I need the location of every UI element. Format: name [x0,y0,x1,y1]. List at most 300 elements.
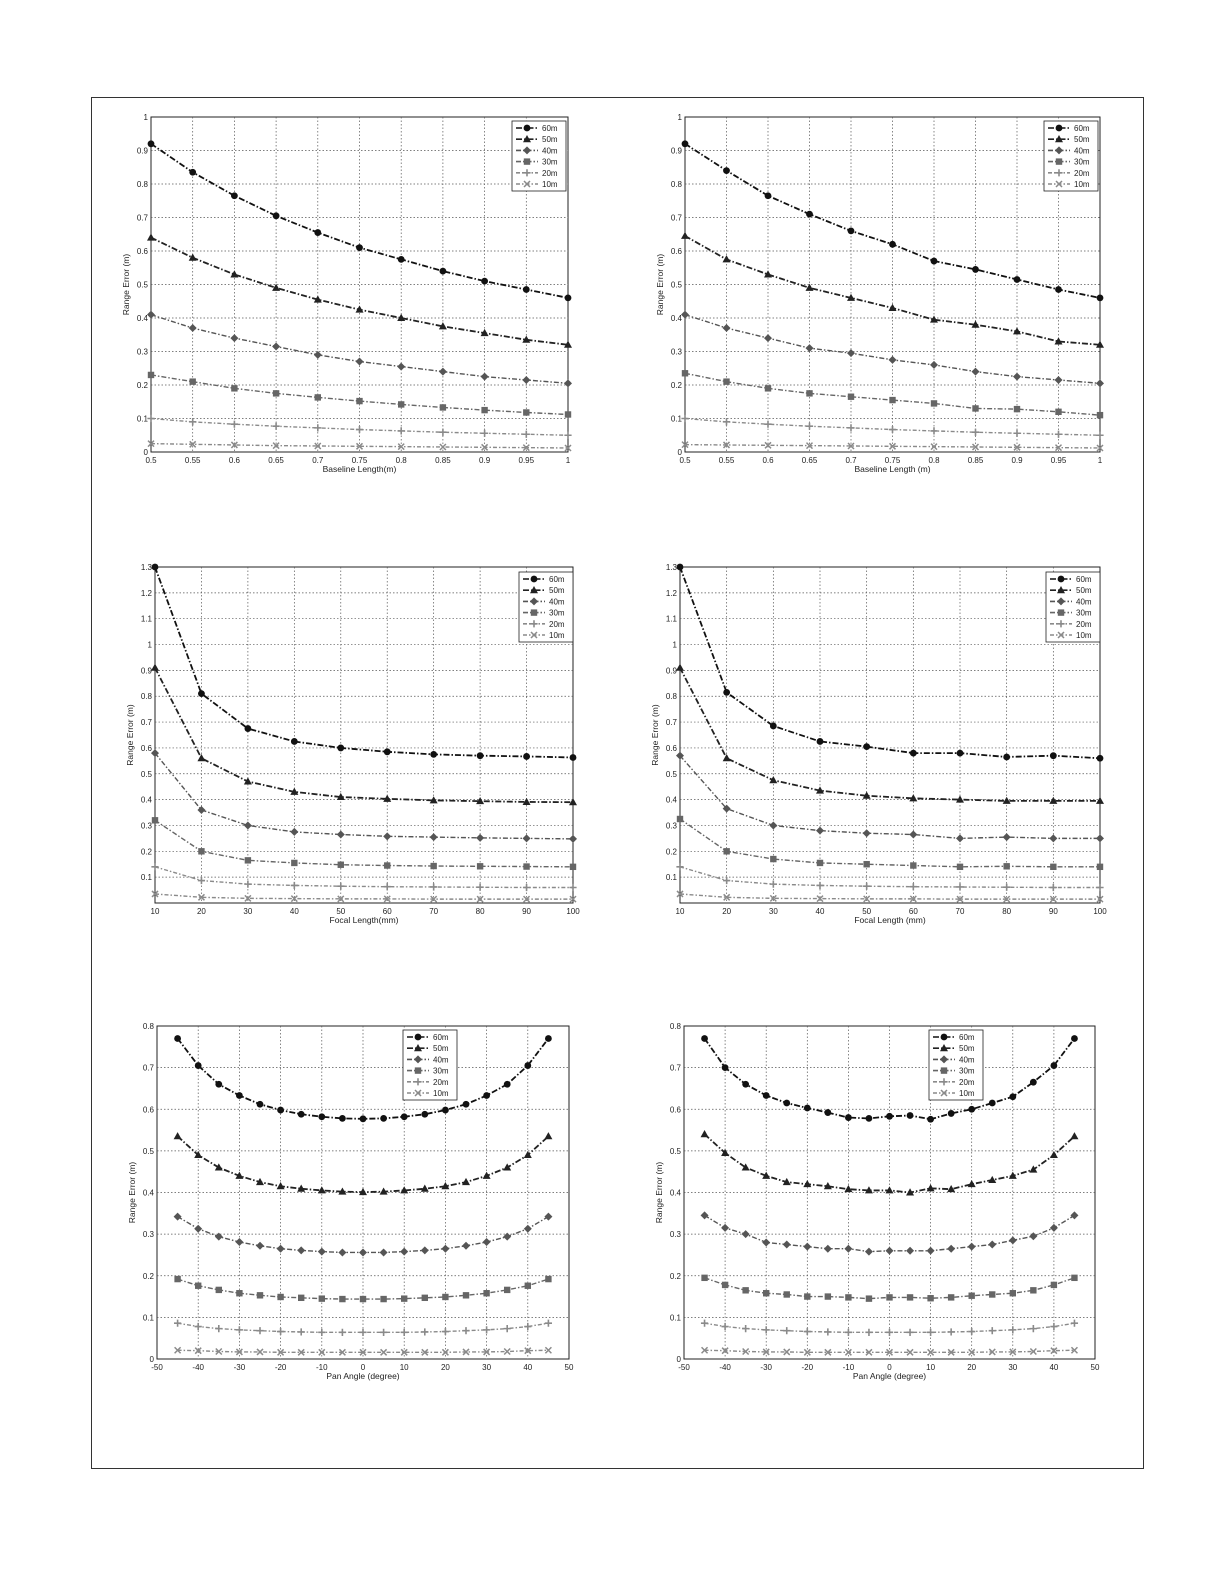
data-point-60m [174,1035,181,1042]
y-tick-label: 0.7 [670,213,682,223]
data-point-60m [927,1116,934,1123]
x-tick-label: 0 [360,1363,366,1372]
y-tick-label: 0.9 [140,666,152,676]
y-tick-label: 0.9 [665,666,677,676]
x-tick-label: 30 [1008,1363,1018,1372]
legend-marker [415,1067,421,1073]
data-point-60m [298,1111,305,1118]
data-point-30m [148,372,154,378]
x-tick-label: 0.95 [518,456,535,465]
y-tick-label: 0 [143,448,148,457]
x-axis-label: Pan Angle (degree) [326,1371,400,1381]
chart-3 [125,563,580,925]
data-point-60m [291,738,298,745]
legend-label: 60m [959,1033,975,1042]
y-tick-label: 1 [677,113,682,122]
x-tick-label: 90 [522,907,532,916]
data-point-30m [319,1295,325,1301]
legend-label: 30m [1076,608,1092,618]
data-point-60m [152,564,159,571]
data-point-30m [825,1293,831,1299]
data-point-30m [481,407,487,413]
data-point-60m [477,752,484,759]
y-tick-label: 0.8 [669,1022,681,1031]
x-tick-label: 50 [564,1363,574,1372]
data-point-30m [682,370,688,376]
x-tick-label: -20 [274,1363,287,1372]
data-point-60m [314,229,321,236]
y-tick-label: 0.6 [142,1105,154,1115]
data-point-60m [523,286,530,293]
data-point-30m [523,409,529,415]
legend-box [519,572,573,642]
y-tick-label: 0.3 [669,1230,681,1240]
y-axis-label: Range Error (m) [654,1161,664,1224]
y-axis-label: Range Error (m) [121,253,131,316]
data-point-30m [463,1292,469,1298]
x-tick-label: 100 [1093,907,1107,916]
legend-label: 60m [433,1033,449,1042]
y-tick-label: 0 [676,1355,681,1364]
y-tick-label: 0.3 [665,821,677,831]
data-point-60m [701,1035,708,1042]
x-tick-label: 90 [1048,907,1058,916]
x-tick-label: 0.7 [312,456,324,465]
data-point-60m [337,745,344,752]
data-point-30m [1010,1290,1016,1296]
x-tick-label: 30 [768,907,778,916]
data-point-30m [723,378,729,384]
legend-marker [531,576,538,583]
y-tick-label: 0.1 [669,1313,681,1323]
y-tick-label: 0.4 [670,314,682,323]
y-tick-label: 0.5 [669,1146,681,1156]
x-tick-label: 50 [1090,1363,1100,1372]
legend-label: 40m [1076,597,1092,607]
x-tick-label: 10 [675,907,685,916]
legend-box [1044,121,1098,191]
data-point-60m [972,266,979,273]
x-tick-label: 0.9 [1011,456,1023,465]
data-point-60m [742,1081,749,1088]
y-tick-label: 0.6 [140,743,152,753]
data-point-30m [1003,863,1009,869]
data-point-30m [523,863,529,869]
y-tick-label: 1.1 [140,614,152,624]
y-tick-label: 0.2 [665,847,677,857]
x-tick-label: 0.55 [718,456,735,465]
data-point-60m [1050,752,1057,759]
data-point-60m [886,1113,893,1120]
data-point-30m [677,816,683,822]
legend-box [929,1030,983,1100]
y-tick-label: 0.7 [669,1063,681,1073]
data-point-30m [291,860,297,866]
data-point-60m [1071,1035,1078,1042]
data-point-30m [245,857,251,863]
y-tick-label: 0.4 [665,795,677,805]
data-point-60m [1097,755,1104,762]
data-point-30m [886,1294,892,1300]
data-point-30m [845,1294,851,1300]
legend [512,121,566,191]
data-point-30m [1055,409,1061,415]
x-tick-label: 70 [955,907,965,916]
y-tick-label: 1.3 [665,563,677,572]
data-point-60m [440,268,447,275]
data-point-60m [215,1081,222,1088]
x-tick-label: 60 [382,907,392,916]
x-tick-label: 0.55 [184,456,201,465]
data-point-60m [523,753,530,760]
data-point-30m [817,860,823,866]
x-tick-label: -50 [678,1363,690,1372]
data-point-30m [380,1296,386,1302]
chart-4 [650,563,1107,925]
data-point-60m [1097,295,1104,302]
data-point-30m [257,1292,263,1298]
plot-area [155,567,573,903]
data-point-30m [174,1276,180,1282]
data-point-30m [763,1290,769,1296]
x-tick-label: 1 [565,456,571,465]
data-point-60m [806,211,813,218]
x-tick-label: 60 [908,907,918,916]
legend-label: 60m [549,575,565,584]
x-tick-label: -40 [719,1363,731,1372]
data-point-30m [360,1296,366,1302]
data-point-30m [190,378,196,384]
data-point-60m [931,258,938,265]
data-point-30m [525,1283,531,1289]
x-tick-label: 30 [243,907,253,916]
data-point-30m [152,817,158,823]
x-tick-label: 20 [967,1363,977,1372]
x-tick-label: 0.6 [228,456,240,465]
data-point-30m [863,861,869,867]
data-point-30m [948,1294,954,1300]
data-point-60m [236,1092,243,1099]
data-point-30m [545,1276,551,1282]
data-point-60m [824,1109,831,1116]
data-point-30m [1071,1275,1077,1281]
data-point-60m [763,1092,770,1099]
data-point-60m [277,1107,284,1114]
data-point-60m [989,1100,996,1107]
y-tick-label: 0.6 [669,1105,681,1115]
x-tick-label: 40 [289,907,299,916]
x-tick-label: 0.85 [435,456,451,465]
legend-label: 40m [549,597,565,607]
data-point-30m [277,1294,283,1300]
data-point-60m [889,241,896,248]
legend-label: 50m [433,1044,449,1054]
y-tick-label: 0.1 [665,873,677,883]
data-point-60m [244,725,251,732]
y-tick-label: 0.4 [136,314,148,323]
data-point-30m [440,404,446,410]
data-point-60m [817,738,824,745]
data-point-60m [1003,754,1010,761]
legend-label: 10m [1074,180,1090,189]
y-tick-label: 1.3 [140,563,152,572]
legend-box [403,1030,457,1100]
legend [403,1030,457,1100]
data-point-60m [430,751,437,758]
legend-label: 50m [959,1044,975,1054]
x-tick-label: 0.65 [268,456,284,465]
data-point-60m [318,1113,325,1120]
x-tick-label: -40 [192,1363,204,1372]
data-point-30m [1014,406,1020,412]
data-point-60m [957,750,964,757]
data-point-30m [866,1295,872,1301]
y-tick-label: 0.8 [670,180,682,189]
x-tick-label: 0.75 [351,456,368,465]
y-axis-label: Range Error (m) [127,1161,137,1224]
data-point-60m [570,754,577,761]
legend-box [512,121,566,191]
data-point-30m [806,390,812,396]
legend-label: 20m [1076,619,1092,629]
y-tick-label: 0.3 [670,347,682,357]
data-point-60m [770,723,777,730]
data-point-60m [682,140,689,147]
data-point-30m [195,1283,201,1289]
data-point-60m [783,1100,790,1107]
y-tick-label: 0.9 [136,146,148,156]
data-point-30m [231,385,237,391]
data-point-60m [948,1110,955,1117]
data-point-60m [1055,286,1062,293]
data-point-30m [957,864,963,870]
legend-label: 60m [542,124,558,133]
data-point-60m [723,167,730,174]
data-point-60m [848,228,855,235]
data-point-30m [442,1294,448,1300]
y-tick-label: 0.2 [142,1271,154,1281]
y-tick-label: 0.5 [670,280,682,290]
legend [519,572,573,642]
data-point-30m [972,405,978,411]
x-tick-label: 0.5 [145,456,157,465]
y-tick-label: 0.2 [140,847,152,857]
data-point-60m [195,1062,202,1069]
x-tick-label: 0.5 [679,456,691,465]
y-tick-label: 1.2 [665,588,677,598]
x-tick-label: 80 [1002,907,1012,916]
y-tick-label: 0.7 [136,213,148,223]
y-tick-label: 0.1 [142,1313,154,1323]
y-tick-label: 0.4 [669,1188,681,1198]
data-point-60m [384,748,391,755]
data-point-30m [784,1291,790,1297]
x-tick-label: 20 [722,907,732,916]
data-point-30m [910,862,916,868]
legend-label: 10m [542,180,558,189]
data-point-30m [315,394,321,400]
x-axis-label: Pan Angle (degree) [852,1371,927,1381]
y-tick-label: 0.7 [142,1063,154,1073]
data-point-30m [273,390,279,396]
data-point-30m [430,863,436,869]
data-point-30m [384,862,390,868]
y-tick-label: 0.1 [136,414,148,424]
data-point-30m [236,1290,242,1296]
x-tick-label: 0.75 [884,456,901,465]
data-point-60m [273,212,280,219]
data-point-30m [969,1293,975,1299]
legend-label: 20m [1074,168,1090,178]
data-point-30m [570,864,576,870]
data-point-60m [765,192,772,199]
data-point-30m [401,1295,407,1301]
data-point-60m [231,192,238,199]
data-point-30m [907,1294,913,1300]
legend-label: 40m [433,1055,449,1065]
data-point-60m [380,1115,387,1122]
data-point-30m [1030,1287,1036,1293]
data-point-60m [339,1115,346,1122]
x-tick-label: -10 [842,1363,855,1372]
x-tick-label: 0.85 [967,456,984,465]
data-point-30m [1097,864,1103,870]
x-tick-label: 1 [1097,456,1103,465]
y-tick-label: 0.7 [140,718,152,728]
legend-label: 60m [1074,124,1090,133]
y-tick-label: 0.8 [142,1022,154,1031]
data-point-60m [863,743,870,750]
data-point-60m [483,1092,490,1099]
y-tick-label: 0.1 [670,414,682,424]
legend-label: 30m [1074,157,1090,167]
data-point-60m [398,256,405,263]
x-tick-label: 0.7 [845,456,857,465]
y-tick-label: 0.9 [670,146,682,156]
data-point-30m [356,398,362,404]
x-axis-label: Focal Length(mm) [329,915,399,925]
legend-label: 60m [1076,575,1092,584]
x-axis-label: Baseline Length(m) [322,464,397,474]
chart-5 [127,1022,574,1381]
y-tick-label: 0 [149,1355,154,1364]
y-tick-label: 0.8 [665,692,677,702]
data-point-30m [848,394,854,400]
legend-marker [531,609,537,615]
legend [1046,572,1100,642]
data-point-60m [198,690,205,697]
y-tick-label: 1.2 [140,588,152,598]
y-tick-label: 0.3 [140,821,152,831]
legend-label: 30m [549,608,565,618]
y-tick-label: 0 [677,448,682,457]
y-tick-label: 1.1 [665,614,677,624]
data-point-60m [148,140,155,147]
legend-box [1046,572,1100,642]
legend-label: 10m [1076,631,1092,640]
data-point-60m [723,689,730,696]
data-point-60m [463,1101,470,1108]
data-point-30m [198,848,204,854]
data-point-60m [401,1113,408,1120]
y-tick-label: 0.5 [142,1146,154,1156]
y-tick-label: 0.2 [670,381,682,390]
x-tick-label: 0.9 [479,456,491,465]
x-tick-label: 20 [196,907,206,916]
data-point-60m [421,1111,428,1118]
data-point-30m [804,1293,810,1299]
data-point-60m [1030,1079,1037,1086]
x-tick-label: -30 [233,1363,246,1372]
x-tick-label: -50 [151,1363,163,1372]
x-tick-label: 0.8 [928,456,940,465]
legend-label: 30m [542,157,558,167]
data-point-60m [907,1112,914,1119]
y-tick-label: 0.3 [136,347,148,357]
data-point-30m [216,1287,222,1293]
data-point-60m [257,1101,264,1108]
data-point-60m [845,1114,852,1121]
data-point-30m [338,862,344,868]
data-point-60m [722,1064,729,1071]
legend-label: 20m [542,168,558,178]
x-tick-label: 40 [815,907,825,916]
x-axis-label: Focal Length (mm) [854,915,926,925]
data-point-30m [770,856,776,862]
legend-label: 40m [542,146,558,156]
legend-marker [941,1034,948,1041]
data-point-30m [1051,1282,1057,1288]
data-point-60m [804,1105,811,1112]
legend-marker [415,1034,422,1041]
legend-label: 10m [433,1089,449,1098]
data-point-30m [989,1291,995,1297]
data-point-60m [1009,1093,1016,1100]
y-tick-label: 0.3 [142,1230,154,1240]
legend-label: 30m [959,1066,975,1076]
x-tick-label: 0.6 [762,456,774,465]
chart-2 [655,113,1104,474]
data-point-30m [339,1296,345,1302]
y-tick-label: 0.6 [670,247,682,256]
y-tick-label: 0.1 [140,873,152,883]
data-point-60m [442,1107,449,1114]
legend-label: 10m [959,1089,975,1098]
data-point-30m [765,385,771,391]
legend-label: 40m [959,1055,975,1065]
y-axis-label: Range Error (m) [655,253,665,316]
y-tick-label: 0.5 [140,769,152,779]
data-point-30m [927,1295,933,1301]
legend-label: 50m [549,586,565,596]
data-point-30m [398,401,404,407]
data-point-60m [524,1062,531,1069]
legend-marker [941,1067,947,1073]
plot-area [680,567,1100,903]
x-tick-label: 80 [475,907,485,916]
legend [929,1030,983,1100]
y-tick-label: 0.4 [140,795,152,805]
x-tick-label: 70 [429,907,439,916]
data-point-30m [723,848,729,854]
x-tick-label: -20 [801,1363,814,1372]
x-tick-label: 100 [566,907,580,916]
legend-marker [1058,576,1065,583]
data-point-60m [677,564,684,571]
data-point-60m [360,1115,367,1122]
data-point-60m [968,1106,975,1113]
legend-label: 20m [959,1077,975,1087]
